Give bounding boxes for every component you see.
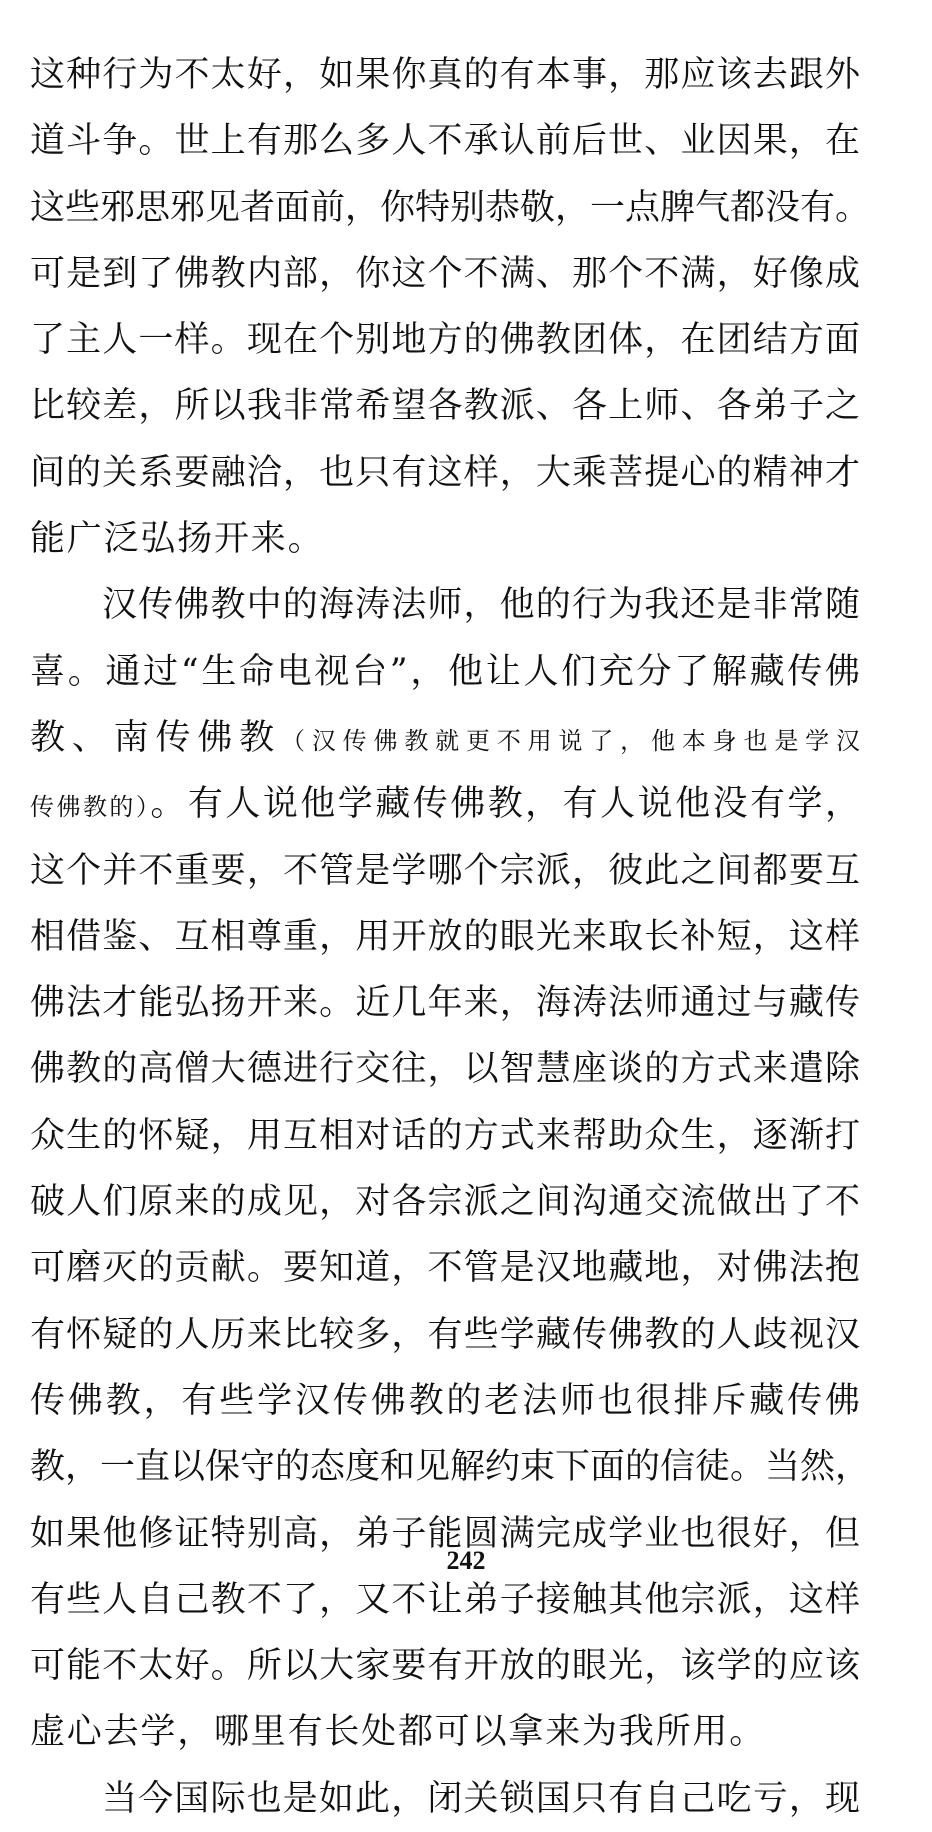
text-line: 传佛教，有些学汉传佛教的老法师也很排斥藏传佛 [30, 1380, 860, 1421]
text-line: 间的关系要融洽，也只有这样，大乘菩提心的精神才 [30, 452, 860, 493]
text-line: 佛教的高僧大德进行交往，以智慧座谈的方式来遣除 [30, 1049, 860, 1090]
parenthetical-note: 传佛教的） [30, 793, 151, 822]
text-line: 佛法才能弘扬开来。近几年来，海涛法师通过与藏传 [30, 983, 860, 1024]
text-line: 众生的怀疑，用互相对话的方式来帮助众生，逐渐打 [30, 1115, 860, 1156]
paragraph-first-line: 当今国际也是如此，闭关锁国只有自己吃亏，现 [102, 1778, 860, 1819]
text-line: 喜。通过“生命电视台”，他让人们充分了解藏传佛 [30, 651, 860, 692]
text-line: 破人们原来的成见，对各宗派之间沟通交流做出了不 [30, 1182, 860, 1223]
text-line: 教，一直以保守的态度和见解约束下面的信徒。当然， [30, 1447, 871, 1488]
text-line: 了主人一样。现在个别地方的佛教团体，在团结方面 [30, 320, 860, 361]
text-line: 可是到了佛教内部，你这个不满、那个不满，好像成 [30, 253, 860, 294]
text-line: 相借鉴、互相尊重，用开放的眼光来取长补短，这样 [30, 916, 860, 957]
text-line: 能广泛弘扬开来。 [30, 519, 325, 560]
text-line-with-note [30, 705, 860, 771]
text-line-with-note [30, 771, 860, 837]
text-line: 这个并不重要，不管是学哪个宗派，彼此之间都要互 [30, 850, 860, 891]
text-line: 比较差，所以我非常希望各教派、各上师、各弟子之 [30, 386, 860, 427]
text-line: 如果他修证特别高，弟子能圆满完成学业也很好，但 [30, 1513, 860, 1554]
main-text: 教、南传佛教 [30, 717, 281, 758]
main-text: 。有人说他学藏传佛教，有人说他没有学， [150, 784, 860, 825]
text-line: 有些人自己教不了，又不让弟子接触其他宗派，这样 [30, 1579, 860, 1620]
paragraph-first-line: 汉传佛教中的海涛法师，他的行为我还是非常随 [102, 585, 860, 626]
text-line: 有怀疑的人历来比较多，有些学藏传佛教的人歧视汉 [30, 1314, 860, 1355]
text-line: 这些邪思邪见者面前，你特别恭敬，一点脾气都没有。 [30, 187, 871, 228]
page-number: 242 [446, 1546, 486, 1575]
text-line: 可能不太好。所以大家要有开放的眼光，该学的应该 [30, 1646, 860, 1687]
text-line: 可磨灭的贡献。要知道，不管是汉地藏地，对佛法抱 [30, 1248, 860, 1289]
parenthetical-note: （汉传佛教就更不用说了，他本身也是学汉 [281, 726, 860, 755]
text-line: 这种行为不太好，如果你真的有本事，那应该去跟外 [30, 55, 860, 95]
text-line: 道斗争。世上有那么多人不承认前后世、业因果，在 [30, 121, 860, 162]
text-line: 虚心去学，哪里有长处都可以拿来为我所用。 [30, 1712, 767, 1753]
